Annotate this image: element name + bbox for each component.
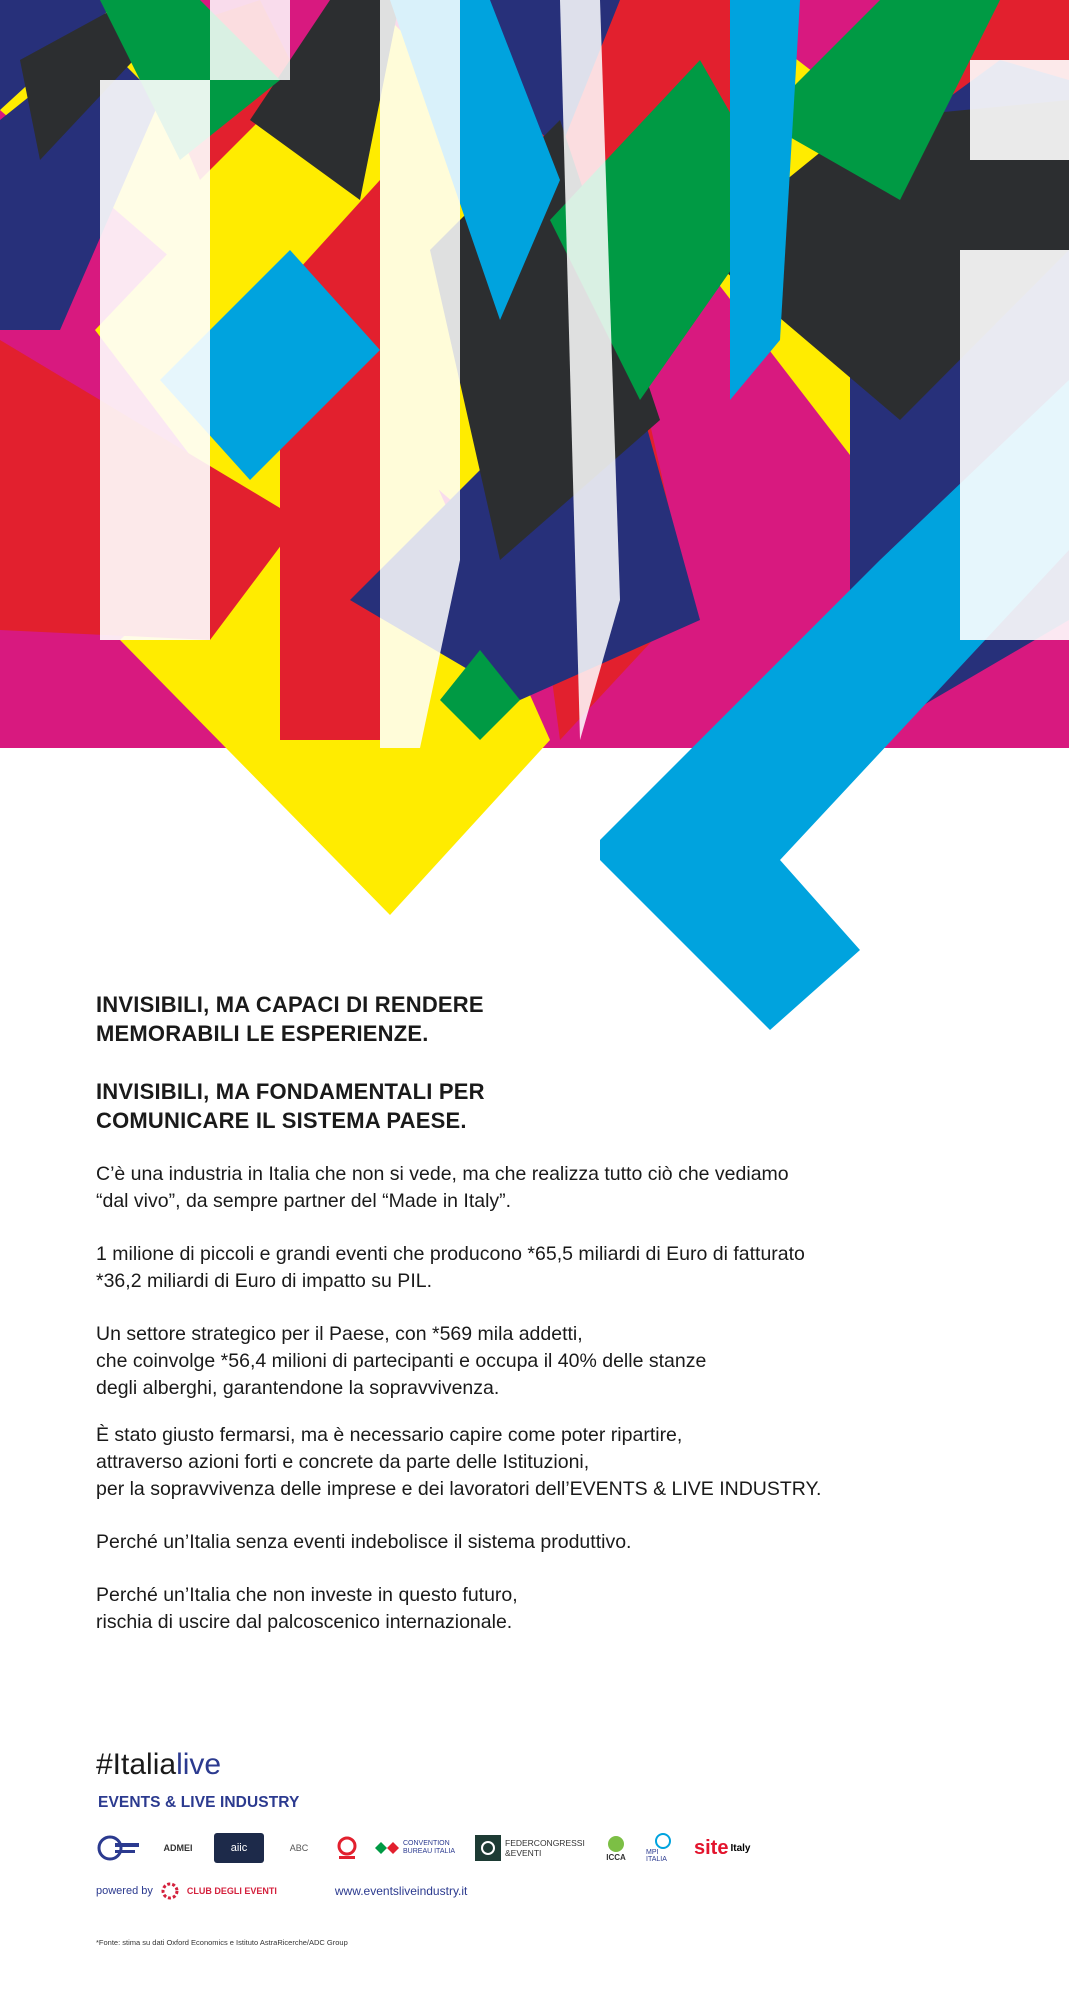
aiic-label: aiic xyxy=(230,1842,248,1854)
icca-logo xyxy=(600,1833,632,1863)
website-link[interactable]: www.eventsliveindustry.it xyxy=(334,1884,468,1898)
convention-bureau-label: CONVENTION BUREAU ITALIA xyxy=(403,1840,455,1855)
convention-bureau-logo xyxy=(374,1833,460,1863)
cooperative-icon xyxy=(97,1833,141,1863)
federcongressi-label: FEDERCONGRESSI &EVENTI xyxy=(505,1838,585,1858)
mpi-label: MPI ITALIA xyxy=(646,1849,667,1863)
site-brand: site xyxy=(694,1836,729,1859)
poster-copy xyxy=(96,990,996,1662)
powered-by-label: powered by xyxy=(96,1885,153,1897)
federazione-logo xyxy=(334,1833,360,1863)
site-suffix: Italy xyxy=(730,1842,751,1854)
headline-1: INVISIBILI, MA CAPACI DI RENDERE MEMORABILI LE ESPERIENZE. xyxy=(96,992,484,1046)
white-top xyxy=(210,0,290,80)
abc-logo xyxy=(278,1833,320,1863)
admei-logo xyxy=(156,1833,200,1863)
mpi-logo xyxy=(646,1833,680,1863)
events-live-industry-label: EVENTS & LIVE INDUSTRY xyxy=(98,1794,300,1811)
white-e-gap xyxy=(960,250,1069,640)
hashtag-prefix: #Italia xyxy=(96,1748,177,1781)
icca-label: ICCA xyxy=(606,1852,626,1862)
convention-bureau-icon xyxy=(375,1841,399,1855)
paragraph-restart: È stato giusto fermarsi, ma è necessario capire come poter ripartire, attraverso azioni forti e concrete da parte delle Istituzioni, per la sopravvivenza delle imprese e dei lavoratori dell’EVENTS & LIVE INDUSTRY. xyxy=(96,1424,822,1500)
white-e-top xyxy=(970,60,1069,160)
icca-icon xyxy=(605,1835,627,1853)
federcongressi-icon xyxy=(475,1835,501,1861)
paragraph-industry: C’è una industria in Italia che non si vede, ma che realizza tutto ciò che vediamo “dal vivo”, da sempre partner del “Made in Italy”. xyxy=(96,1163,789,1212)
club-degli-eventi-label: CLUB DEGLI EVENTI xyxy=(186,1886,277,1896)
paragraph-weakens: Perché un’Italia senza eventi indebolisce il sistema produttivo. xyxy=(96,1531,632,1553)
source-footnote: *Fonte: stima su dati Oxford Economics e Istituto AstraRicerche/ADC Group xyxy=(96,1938,348,1947)
headline-2: INVISIBILI, MA FONDAMENTALI PER COMUNICARE IL SISTEMA PAESE. xyxy=(96,1079,485,1133)
federazione-icon xyxy=(335,1835,359,1861)
club-degli-eventi-icon xyxy=(161,1882,179,1900)
abc-label: ABC xyxy=(289,1843,309,1853)
mpi-icon xyxy=(653,1833,673,1849)
cooperative-italiane-logo xyxy=(96,1833,142,1863)
hashtag-italialive xyxy=(96,1748,221,1782)
paragraph-sector: Un settore strategico per il Paese, con *569 mila addetti, che coinvolge *56,4 milioni di partecipanti e occupa il 40% delle stanze degli alberghi, garantendone la sopravvivenza. xyxy=(96,1323,707,1399)
aiic-logo xyxy=(214,1833,264,1863)
site-italy-logo xyxy=(694,1833,750,1863)
admei-label: ADMEI xyxy=(163,1843,193,1853)
hashtag-accent: live xyxy=(176,1748,222,1781)
poster-base xyxy=(0,748,1069,1030)
white-l-stem xyxy=(100,80,210,640)
paragraph-events: 1 milione di piccoli e grandi eventi che producono *65,5 miliardi di Euro di fatturato *36,2 miliardi di Euro di impatto su PIL. xyxy=(96,1243,805,1292)
partner-logos xyxy=(96,1830,816,1866)
federcongressi-logo xyxy=(474,1833,586,1863)
paragraph-future: Perché un’Italia che non investe in questo futuro, rischia di uscire dal palcoscenico internazionale. xyxy=(96,1584,518,1633)
powered-by-row xyxy=(96,1882,467,1900)
